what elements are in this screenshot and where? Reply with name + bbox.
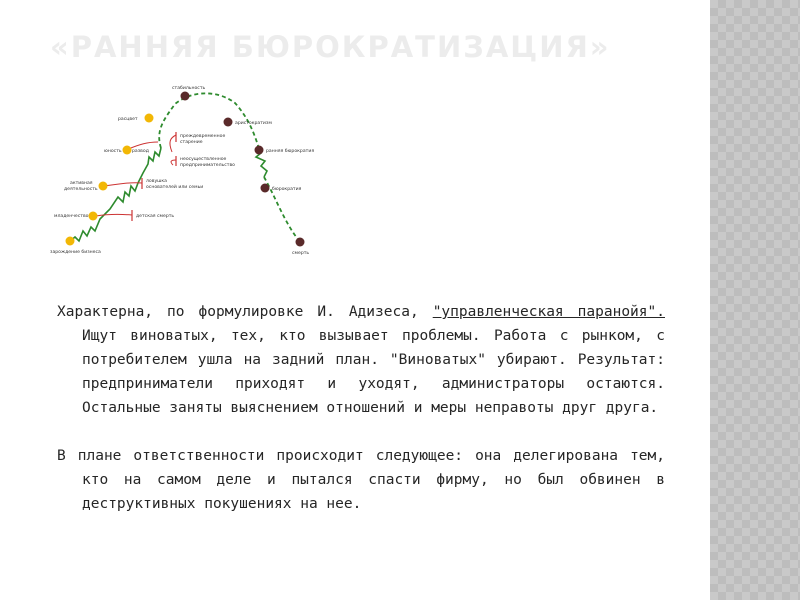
- paragraph-1-rest: Ищут виноватых, тех, кто вызывает проблемы. Работа с рынком, с потребителем ушла на задний план. "Виноватых" убирают. Результат: предприниматели приходят и уходят, администраторы остаются. Остальные заняты выяснением отношений и меры неправоты друг друга.: [82, 328, 665, 416]
- node-death: [296, 238, 305, 247]
- label-infant-death: детская смерть: [136, 214, 175, 219]
- infant-death-branch: [96, 214, 132, 216]
- lifecycle-diagram: [40, 80, 340, 265]
- slide-title: «РАННЯЯ БЮРОКРАТИЗАЦИЯ»: [50, 30, 611, 64]
- highlight-term: "управленческая паранойя".: [432, 304, 665, 320]
- label-unfulfilled-1: неосуществленное: [180, 157, 227, 162]
- label-death: смерть: [292, 251, 310, 256]
- label-trap-1: ловушка: [146, 179, 167, 184]
- node-active: [99, 182, 108, 191]
- label-birth: зарождение бизнеса: [50, 250, 101, 255]
- node-birth: [66, 237, 75, 246]
- label-stability: стабильность: [172, 86, 206, 91]
- body-text: [57, 300, 665, 516]
- growth-curve: [69, 148, 161, 242]
- label-divorce: развод: [132, 149, 149, 154]
- label-early-bureaucracy: ранняя бюрократия: [266, 149, 315, 154]
- label-youth: юность: [104, 149, 122, 154]
- paragraph-2: В плане ответственности происходит следующее: она делегирована тем, кто на самом деле и пытался спасти фирму, но был обвинен в деструктивных покушениях на нее.: [57, 448, 665, 512]
- label-trap-2: основателей или семьи: [146, 185, 204, 190]
- label-active: активная: [70, 181, 93, 186]
- label-activity: деятельность: [64, 187, 98, 192]
- node-aristocracy: [224, 118, 233, 127]
- premature-branch: [170, 135, 176, 165]
- node-stability: [181, 92, 190, 101]
- label-prime: расцвет: [118, 117, 138, 122]
- label-unfulfilled-2: предпринимательство: [180, 163, 235, 168]
- label-infancy: младенчество: [54, 214, 89, 219]
- label-premature-1: преждевременное: [180, 134, 226, 139]
- node-bureaucracy: [261, 184, 270, 193]
- node-youth: [123, 146, 132, 155]
- label-bureaucracy: бюрократия: [272, 187, 302, 192]
- node-prime: [145, 114, 154, 123]
- label-premature-2: старение: [180, 140, 203, 145]
- node-infancy: [89, 212, 98, 221]
- node-early-bureaucracy: [255, 146, 264, 155]
- label-aristocracy: аристократизм: [235, 121, 272, 126]
- paragraph-1: [57, 300, 665, 420]
- decorative-side-panel: [710, 0, 800, 600]
- paragraph-1-start: Характерна, по формулировке И. Адизеса,: [57, 304, 433, 320]
